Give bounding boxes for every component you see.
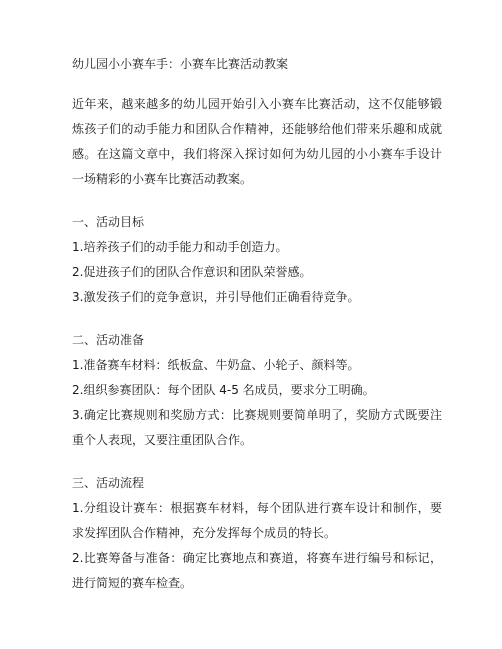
document-page [72,54,442,614]
section-heading: 二、活动准备 [72,333,145,347]
document-title: 幼儿园小小赛车手：小赛车比赛活动教案 [72,57,289,71]
list-item: 2.比赛筹备与准备：确定比赛地点和赛道，将赛车进行编号和标记，进行简短的赛车检查。 [72,551,442,590]
list-item: 1.分组设计赛车：根据赛车材料，每个团队进行赛车设计和制作，要求发挥团队合作精神，充分发挥每个成员的特长。 [72,501,442,540]
section-goals [72,210,442,310]
list-item: 2.促进孩子们的团队合作意识和团队荣誉感。 [72,265,312,279]
list-item: 1.培养孩子们的动手能力和动手创造力。 [72,240,288,254]
intro-paragraph: 近年来，越来越多的幼儿园开始引入小赛车比赛活动，这不仅能够锻炼孩子们的动手能力和团队合作精神，还能够给他们带来乐趣和成就感。在这篇文章中，我们将深入探讨如何为幼儿园的小小赛车手设计一场精彩的小赛车比赛活动教案。 [72,97,442,186]
list-item: 2.组织参赛团队：每个团队 4-5 名成员，要求分工明确。 [72,383,375,397]
section-process [72,471,442,596]
section-heading: 三、活动流程 [72,476,145,490]
section-heading: 一、活动目标 [72,215,145,229]
list-item: 3.激发孩子们的竞争意识，并引导他们正确看待竞争。 [72,290,360,304]
list-item: 3.确定比赛规则和奖励方式：比赛规则要简单明了，奖励方式既要注重个人表现，又要注重团队合作。 [72,408,442,447]
list-item: 1.准备赛车材料：纸板盒、牛奶盒、小轮子、颜料等。 [72,358,360,372]
section-preparation [72,328,442,453]
